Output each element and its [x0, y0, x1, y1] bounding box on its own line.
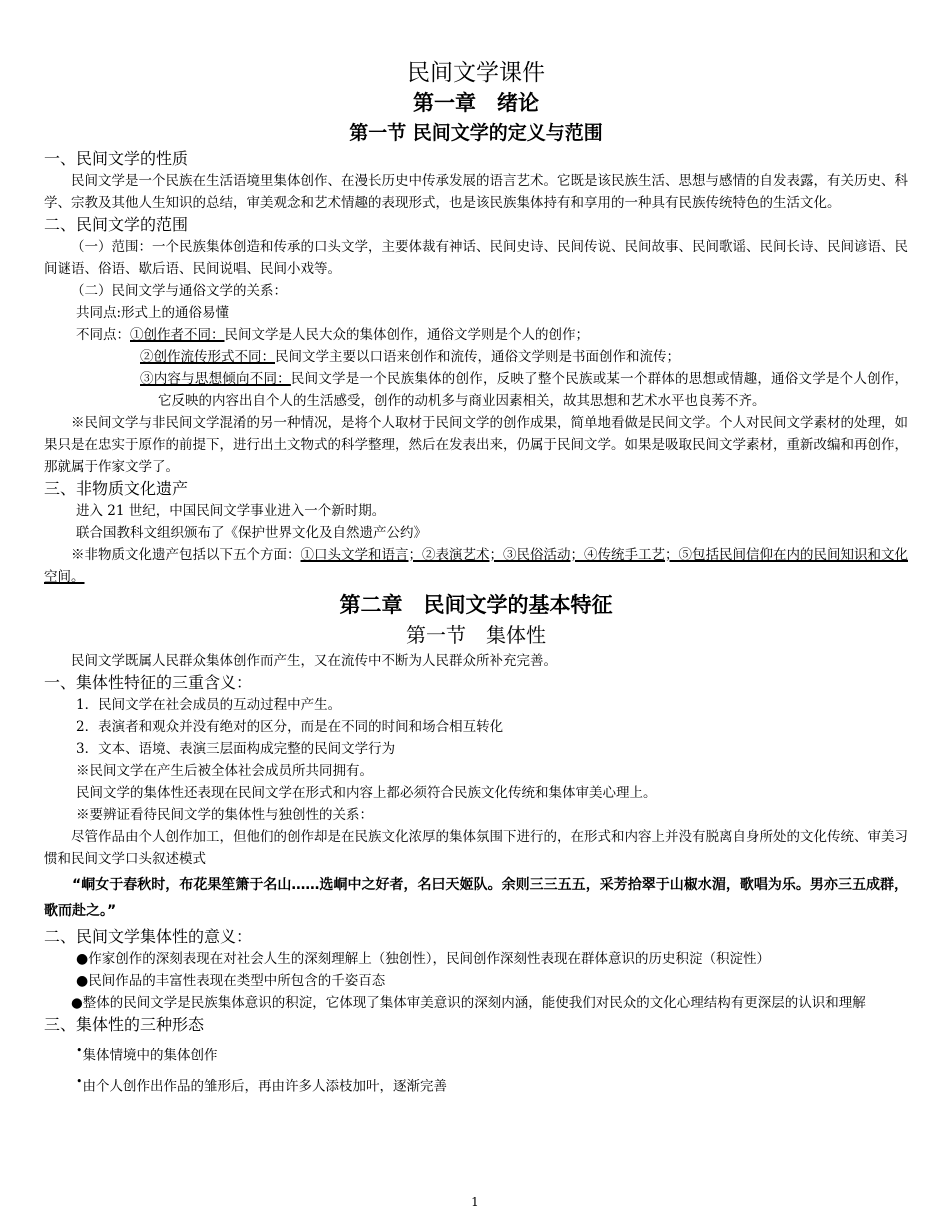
paragraph-unesco: 联合国教科文组织颁布了《保护世界文化及自然遗产公约》 — [76, 525, 427, 541]
heritage-aspects-list: ①口头文学和语言；②表演艺术；③民俗活动；④传统手工艺；⑤包括民间信仰在内的民间知识和文化空间。 — [44, 547, 908, 585]
heading-intangible-heritage: 三、非物质文化遗产 — [44, 479, 189, 498]
bullet-icon: • — [76, 1074, 83, 1088]
difference-2 — [44, 346, 908, 368]
significance-item-3-text: 整体的民间文学是民族集体意识的积淀，它体现了集体审美意识的深刻内涵，能使我们对民众的文化心理结构有更深层的认识和理解 — [82, 995, 866, 1011]
significance-item-1 — [44, 948, 908, 970]
difference-label: 不同点： — [76, 327, 130, 343]
paragraph-common-point: 共同点:形式上的通俗易懂 — [76, 305, 230, 321]
meaning-note-ownership: ※民间文学在产生后被全体社会成员所共同拥有。 — [76, 763, 373, 779]
page-number: 1 — [471, 1195, 479, 1209]
form-item-1-text: 集体情境中的集体创作 — [82, 1047, 218, 1064]
quotation-dong-women: “峒女于春秋时，布花果笙箫于名山……选峒中之好者，名曰天姬队。余则三三五五，采芳拾翠于山椒水湄，歌唱为乐。男亦三五成群，歌而赴之。” — [44, 877, 908, 919]
significance-item-1-text: 作家创作的深刻表现在对社会人生的深刻理解上（独创性），民间创作深刻性表现在群体意识的历史积淀（积淀性） — [88, 951, 770, 967]
heading-scope: 二、民间文学的范围 — [44, 215, 189, 234]
document-page — [44, 58, 908, 1101]
bullet-icon: • — [76, 1044, 83, 1057]
bullet-icon: ● — [71, 995, 83, 1011]
difference-1 — [44, 324, 908, 346]
form-item-2 — [44, 1071, 908, 1098]
paragraph-definition: 民间文学是一个民族在生活语境里集体创作、在漫长历史中传承发展的语言艺术。它既是该民族生活、思想与感情的自发表露，有关历史、科学、宗教及其他人生知识的总结，审美观念和艺术情趣的表现形式，也是该民族集体持有和享用的一种具有民族传统特色的生活文化。 — [44, 173, 908, 211]
difference-3-heading: ③内容与思想倾向不同： — [140, 371, 291, 387]
heading-three-forms: 三、集体性的三种形态 — [44, 1015, 205, 1034]
difference-1-heading: ①创作者不同： — [130, 327, 225, 343]
form-item-2-text: 由个人创作出作品的雏形后，再由许多人添枝加叶，逐渐完善 — [82, 1078, 447, 1094]
chapter-1-section-1-title: 第一节 民间文学的定义与范围 — [349, 122, 603, 144]
form-item-1 — [44, 1040, 908, 1067]
chapter-2-section-1-title: 第一节 集体性 — [406, 623, 546, 647]
significance-item-2-text: 民间作品的丰富性表现在类型中所包含的千姿百态 — [88, 973, 386, 989]
paragraph-21st-century: 进入 21 世纪，中国民间文学事业进入一个新时期。 — [76, 503, 386, 519]
bullet-icon: ● — [76, 951, 89, 967]
heading-three-meanings: 一、集体性特征的三重含义： — [44, 673, 253, 692]
heritage-aspects-lead: ※非物质文化遗产包括以下五个方面： — [71, 547, 301, 563]
difference-3 — [44, 368, 908, 412]
paragraph-individual-creation: 尽管作品由个人创作加工，但他们的创作却是在民族文化浓厚的集体氛围下进行的，在形式和内容上并没有脱离自身所处的文化传统、审美习惯和民间文学口头叙述模式 — [44, 829, 908, 867]
significance-item-3 — [44, 992, 908, 1014]
bullet-icon: ● — [76, 973, 89, 989]
chapter-1-title: 第一章 绪论 — [413, 91, 539, 115]
meaning-item-1: 1．民间文学在社会成员的互动过程中产生。 — [76, 697, 342, 713]
meaning-item-2: 2．表演者和观众并没有绝对的区分，而是在不同的时间和场合相互转化 — [76, 719, 504, 735]
difference-2-heading: ②创作流传形式不同： — [140, 349, 275, 365]
meaning-note-form-content: 民间文学的集体性还表现在民间文学在形式和内容上都必须符合民族文化传统和集体审美心理上。 — [76, 785, 657, 801]
difference-3-text: 民间文学是一个民族集体的创作，反映了整个民族或某一个群体的思想或情趣，通俗文学是个人创作，它反映的内容出自个人的生活感受，创作的动机多与商业因素相关，故其思想和艺术水平也良莠不齐。 — [158, 371, 909, 409]
meaning-note-dialectic: ※要辨证看待民间文学的集体性与独创性的关系： — [76, 807, 373, 823]
paragraph-heritage-aspects — [44, 544, 908, 588]
heading-nature: 一、民间文学的性质 — [44, 149, 189, 168]
chapter-2-title: 第二章 民间文学的基本特征 — [339, 593, 613, 617]
paragraph-note-confusion: ※民间文学与非民间文学混淆的另一种情况，是将个人取材于民间文学的创作成果，简单地看做是民间文学。个人对民间文学素材的处理，如果只是在忠实于原作的前提下，进行出土文物式的科学整理，然后在发表出来，仍属于民间文学。如果是吸取民间文学素材，重新改编和再创作，那就属于作家文学了。 — [44, 415, 908, 475]
significance-item-2 — [44, 970, 908, 992]
heading-significance: 二、民间文学集体性的意义： — [44, 927, 253, 946]
difference-2-text: 民间文学主要以口语来创作和流传，通俗文学则是书面创作和流传； — [275, 349, 680, 365]
paragraph-collectivity-intro: 民间文学既属人民群众集体创作而产生，又在流传中不断为人民群众所补充完善。 — [71, 653, 557, 669]
meaning-item-3: 3．文本、语境、表演三层面构成完整的民间文学行为 — [76, 741, 396, 757]
paragraph-scope: （一）范围：一个民族集体创造和传承的口头文学，主要体裁有神话、民间史诗、民间传说、民间故事、民间歌谣、民间长诗、民间谚语、民间谜语、俗语、歇后语、民间说唱、民间小戏等。 — [44, 239, 908, 277]
document-title: 民间文学课件 — [407, 60, 545, 86]
difference-1-text: 民间文学是人民大众的集体创作，通俗文学则是个人的创作； — [224, 327, 589, 343]
paragraph-relation: （二）民间文学与通俗文学的关系： — [71, 283, 287, 299]
